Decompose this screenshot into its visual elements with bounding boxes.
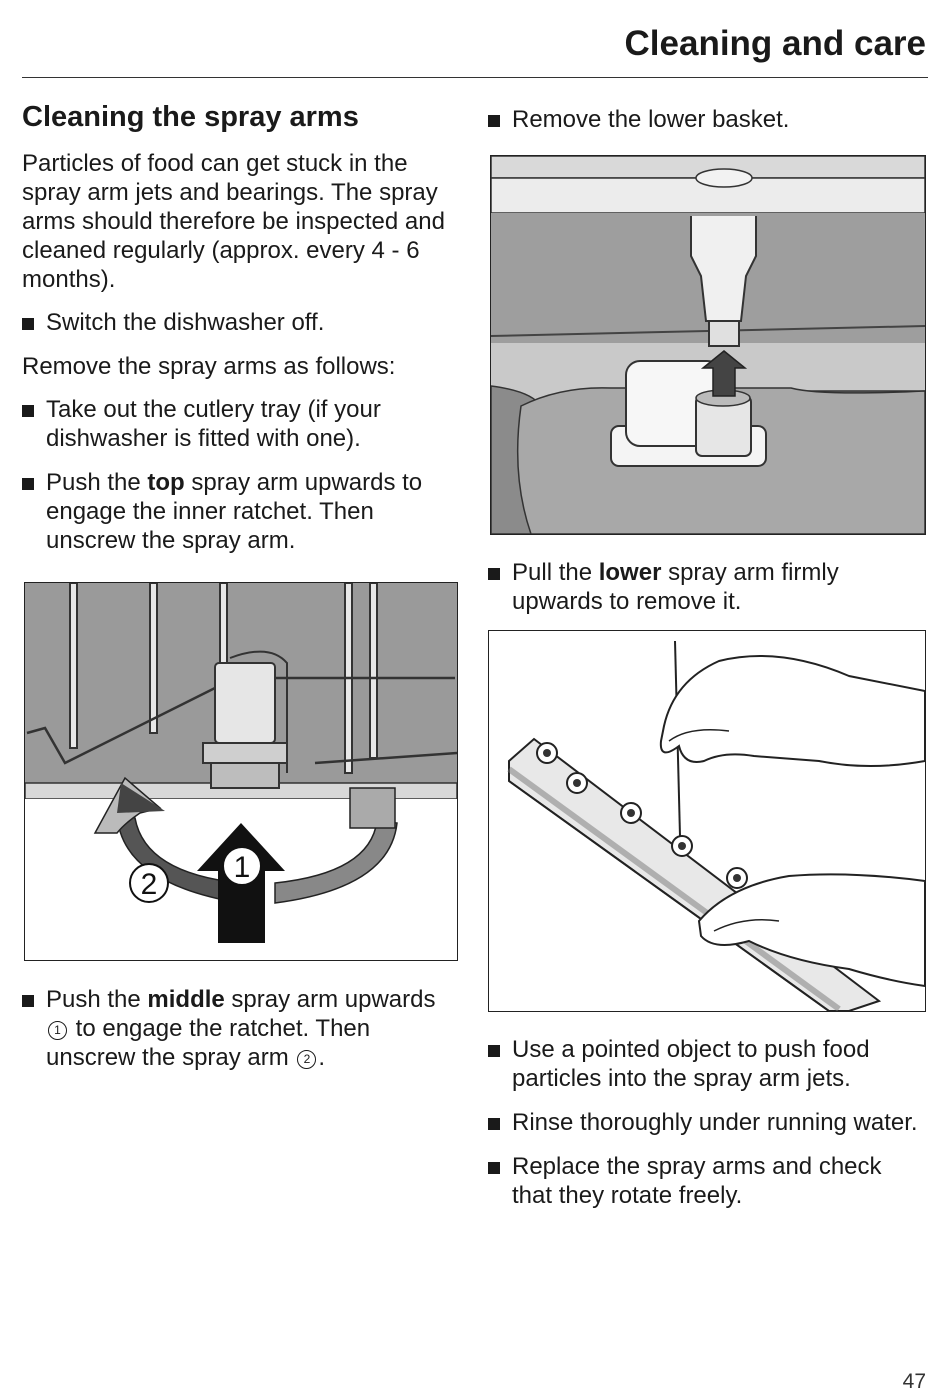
header-divider xyxy=(22,77,928,78)
bullet-square-icon xyxy=(488,115,500,127)
section-heading: Cleaning the spray arms xyxy=(22,101,359,133)
right-column-middle xyxy=(488,558,928,631)
left-column xyxy=(22,100,462,570)
right-column-lower xyxy=(488,1035,928,1225)
bullet-square-icon xyxy=(22,478,34,490)
figure-lower-spray-arm-hub xyxy=(490,155,926,535)
bullet-square-icon xyxy=(488,568,500,580)
step-remove-lower-basket: Remove the lower basket. xyxy=(488,105,928,134)
bullet-square-icon xyxy=(22,995,34,1007)
bullet-square-icon xyxy=(22,318,34,330)
step-middle-spray-arm: Push the middle spray arm upwards 1 to engage the ratchet. Then unscrew the spray arm 2 . xyxy=(22,985,462,1072)
step-rinse: Rinse thoroughly under running water. xyxy=(488,1108,928,1137)
figure-label-one: 1 xyxy=(233,851,251,884)
circled-number-one: 1 xyxy=(48,1021,67,1040)
step-switch-off: Switch the dishwasher off. xyxy=(22,308,462,337)
right-column-top xyxy=(488,105,928,149)
page-header-title: Cleaning and care xyxy=(624,24,926,63)
cleaning-jets-illustration xyxy=(489,631,925,1011)
bullet-square-icon xyxy=(488,1045,500,1057)
step-pointed-object: Use a pointed object to push food particles into the spray arm jets. xyxy=(488,1035,928,1093)
figure-label-two: 2 xyxy=(140,868,158,901)
left-column-lower xyxy=(22,985,462,1087)
bullet-square-icon xyxy=(22,405,34,417)
bullet-square-icon xyxy=(488,1118,500,1130)
page-number: 47 xyxy=(902,1370,926,1393)
intro-paragraph: Particles of food can get stuck in the spray arm jets and bearings. The spray arms should therefore be inspected and cleaned regularly (approx. every 4 - 6 months). xyxy=(22,149,445,293)
circled-number-two: 2 xyxy=(297,1050,316,1069)
figure-cleaning-jets xyxy=(488,630,926,1012)
middle-spray-arm-illustration xyxy=(25,583,457,960)
bullet-square-icon xyxy=(488,1162,500,1174)
lower-spray-arm-illustration xyxy=(491,156,925,534)
step-replace: Replace the spray arms and check that they rotate freely. xyxy=(488,1152,928,1210)
figure-middle-spray-arm xyxy=(24,582,458,961)
step-lower-spray-arm: Pull the lower spray arm firmly upwards to remove it. xyxy=(488,558,928,616)
remove-intro: Remove the spray arms as follows: xyxy=(22,352,396,380)
step-top-spray-arm: Push the top spray arm upwards to engage the inner ratchet. Then unscrew the spray arm. xyxy=(22,468,462,555)
step-cutlery-tray: Take out the cutlery tray (if your dishwasher is fitted with one). xyxy=(22,395,462,453)
